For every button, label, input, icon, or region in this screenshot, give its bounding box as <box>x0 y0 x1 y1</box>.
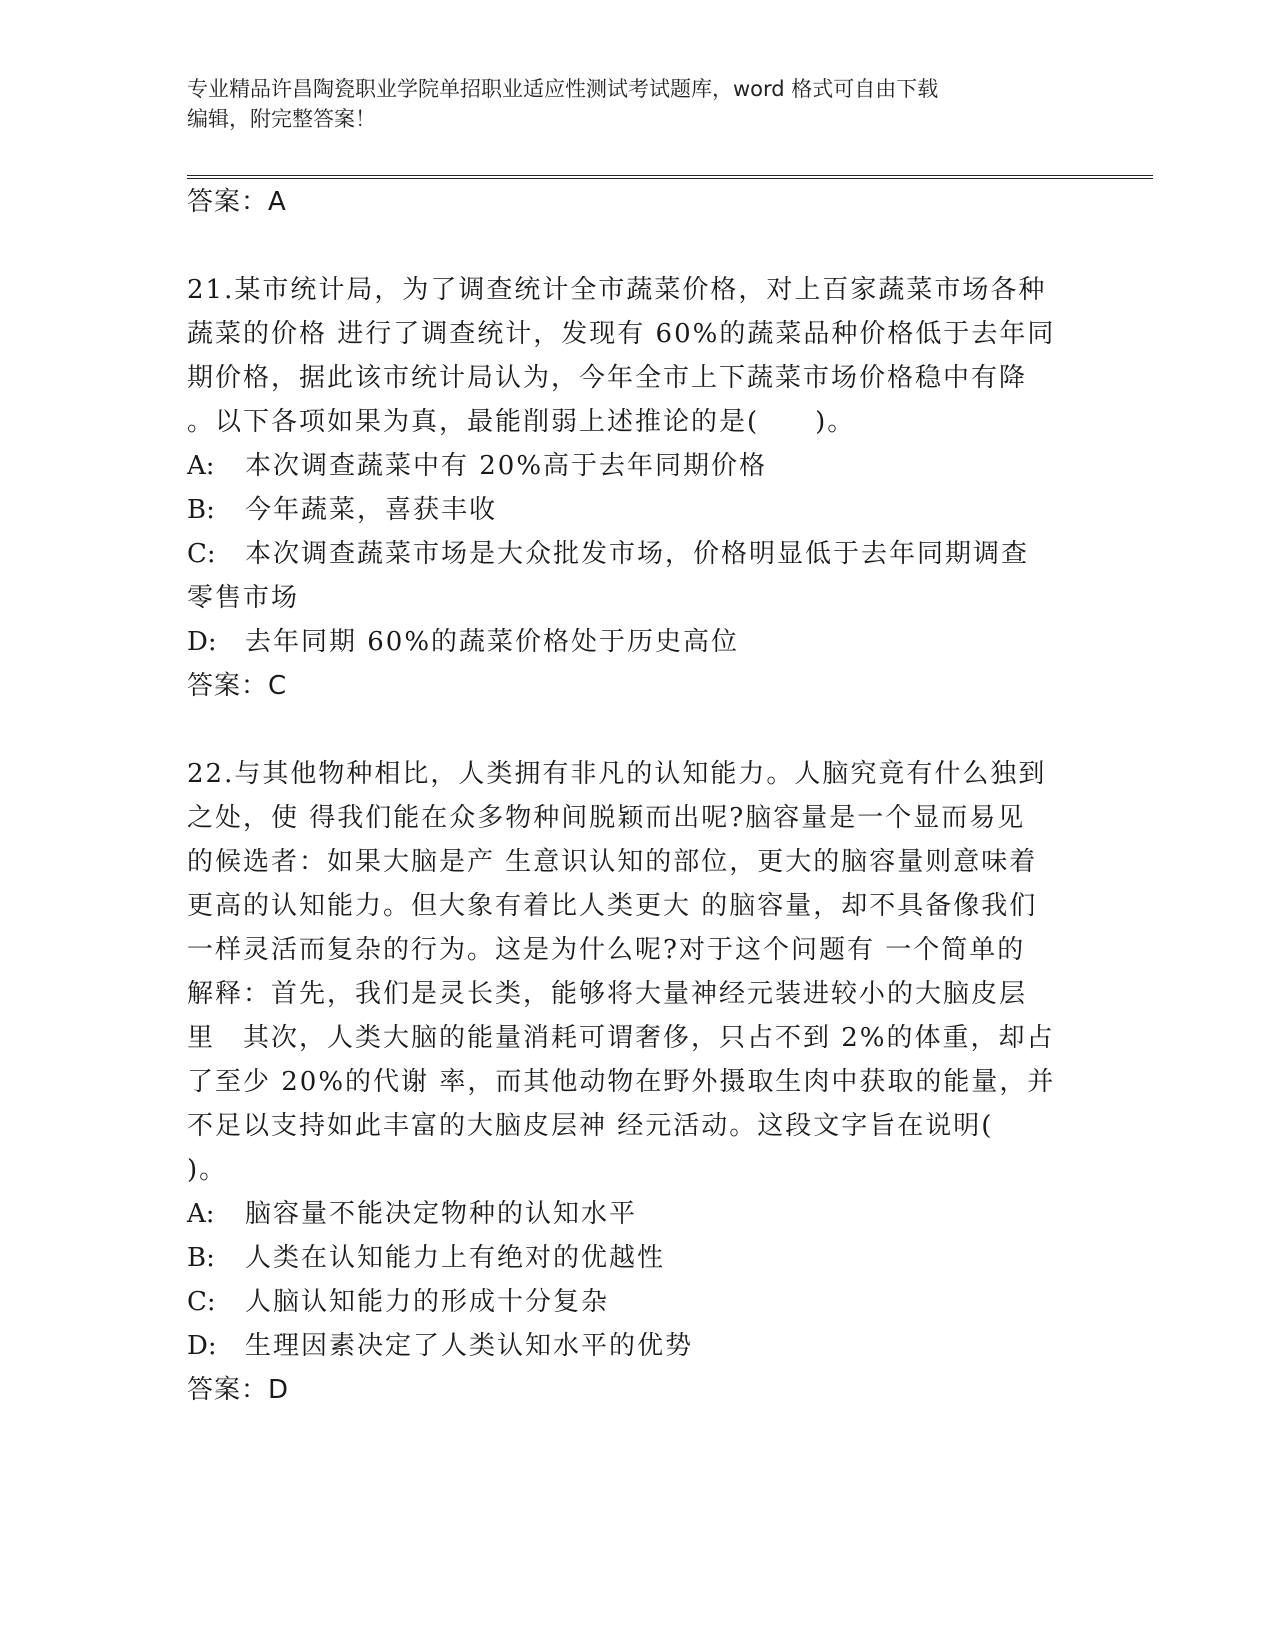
q21-option-b <box>187 492 1087 528</box>
q21-option-a <box>187 448 1087 484</box>
option-text: 人类在认知能力上有绝对的优越性 <box>245 1243 666 1273</box>
option-key: C: <box>187 1287 216 1317</box>
page-header <box>187 74 1067 134</box>
q22-stem-line: 的候选者：如果大脑是产 生意识认知的部位，更大的脑容量则意味着 <box>187 847 1038 877</box>
header-divider <box>187 175 1153 179</box>
option-text: 人脑认知能力的形成十分复杂 <box>245 1287 610 1317</box>
q22-stem-line: 之处，使 得我们能在众多物种间脱颖而出呢?脑容量是一个显而易见 <box>187 803 1026 833</box>
q22-stem-line: 一样灵活而复杂的行为。这是为什么呢?对于这个问题有 一个简单的 <box>187 935 1026 965</box>
header-line-1: 专业精品许昌陶瓷职业学院单招职业适应性测试考试题库，word 格式可自由下载 <box>187 77 939 101</box>
q21-stem-line: 蔬菜的价格 进行了调查统计，发现有 60%的蔬菜品种价格低于去年同 <box>187 319 1056 349</box>
option-key: A: <box>187 1199 215 1229</box>
q22-option-d <box>187 1328 1087 1364</box>
q22-option-b <box>187 1240 1087 1276</box>
option-text: 去年同期 60%的蔬菜价格处于历史高位 <box>245 627 740 657</box>
q21-answer: 答案：C <box>187 671 288 701</box>
option-key: C: <box>187 539 216 569</box>
q21-option-d <box>187 624 1087 660</box>
q22-stem-line: 了至少 20%的代谢 率，而其他动物在野外摄取生肉中获取的能量，并 <box>187 1067 1056 1097</box>
q21-option-c <box>187 536 1087 572</box>
option-text: 本次调查蔬菜中有 20%高于去年同期价格 <box>245 451 768 481</box>
option-key: B: <box>187 495 215 525</box>
q22-option-a <box>187 1196 1087 1232</box>
option-key: B: <box>187 1243 215 1273</box>
q21-stem-line: 期价格，据此该市统计局认为，今年全市上下蔬菜市场价格稳中有降 <box>187 363 1028 393</box>
q22-stem-line: 解释：首先，我们是灵长类，能够将大量神经元装进较小的大脑皮层 <box>187 979 1028 1009</box>
q21-stem-line: 21.某市统计局，为了调查统计全市蔬菜价格，对上百家蔬菜市场各种 <box>187 275 1047 305</box>
q22-stem-line: 不足以支持如此丰富的大脑皮层神 经元活动。这段文字旨在说明( <box>187 1111 994 1141</box>
option-text: 本次调查蔬菜市场是大众批发市场，价格明显低于去年同期调查 <box>245 539 1030 569</box>
option-key: D: <box>187 627 217 657</box>
q22-stem-line: 更高的认知能力。但大象有着比人类更大 的脑容量，却不具备像我们 <box>187 891 1038 921</box>
option-text: 脑容量不能决定物种的认知水平 <box>245 1199 638 1229</box>
q22-stem-line: 里 其次，人类大脑的能量消耗可谓奢侈，只占不到 2%的体重，却占 <box>187 1023 1055 1053</box>
q21-option-c-continued: 零售市场 <box>187 583 300 613</box>
option-key: A: <box>187 451 215 481</box>
option-text: 今年蔬菜，喜获丰收 <box>245 495 498 525</box>
q22-answer: 答案：D <box>187 1375 290 1405</box>
q22-stem-line: 22.与其他物种相比，人类拥有非凡的认知能力。人脑究竟有什么独到 <box>187 759 1047 789</box>
q22-stem-line: )。 <box>187 1155 228 1185</box>
option-text: 生理因素决定了人类认知水平的优势 <box>245 1331 694 1361</box>
option-key: D: <box>187 1331 217 1361</box>
q21-stem-line: 。以下各项如果为真，最能削弱上述推论的是( )。 <box>187 407 856 437</box>
prev-answer: 答案：A <box>187 187 287 217</box>
header-line-2: 编辑，附完整答案！ <box>187 107 376 131</box>
q22-option-c <box>187 1284 1087 1320</box>
